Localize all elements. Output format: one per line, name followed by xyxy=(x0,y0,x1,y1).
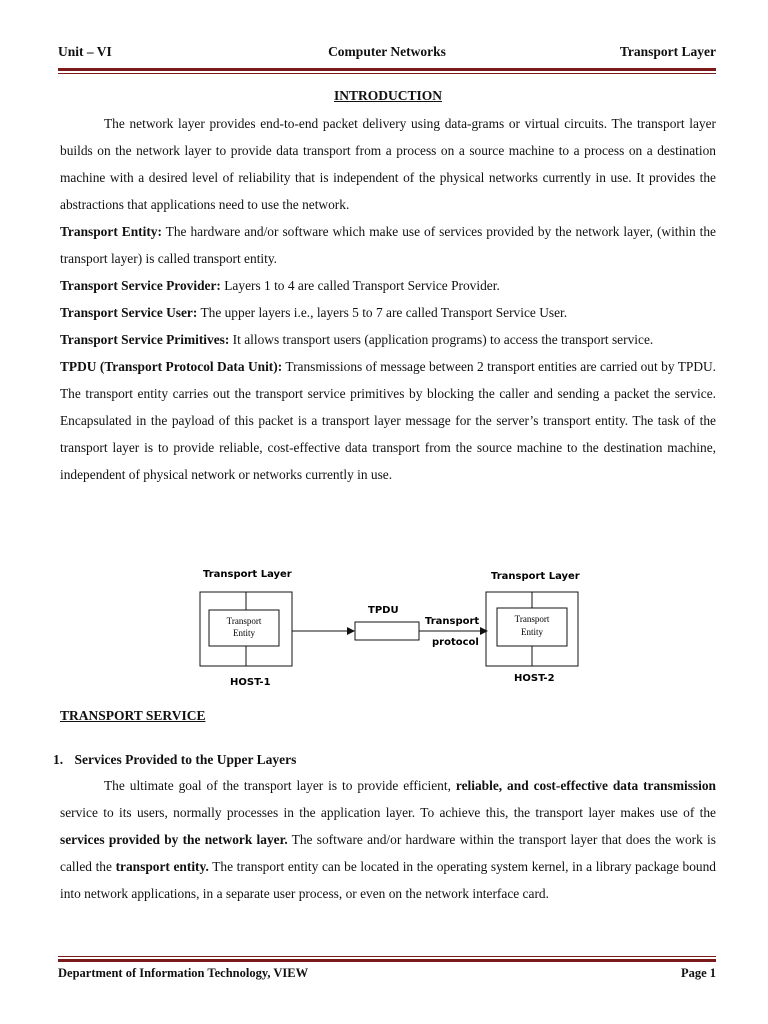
intro-paragraph: The network layer provides end-to-end packet delivery using data-grams or virtual circuits. The transport layer builds on the network layer to provide data transport from a process on a source machine to a process on a destination machine with a desired level of reliability that is independent of the physical networks currently in use. It provides the abstractions that applications need to use the network. xyxy=(60,116,716,212)
text-segment: service to its users, normally processes in the application layer. To achieve this, the transport layer makes use of the xyxy=(60,805,716,820)
footer-rule-thin xyxy=(58,956,716,957)
transport-service-title: TRANSPORT SERVICE xyxy=(60,708,206,723)
protocol-label-line1: Transport xyxy=(425,616,480,627)
introduction-title: INTRODUCTION xyxy=(333,88,442,103)
text-segment: The software and/or hardware within the transport layer that does the work is called the xyxy=(60,832,716,874)
tpdu-box xyxy=(355,622,419,640)
definition-tpdu xyxy=(60,353,716,488)
definition-text: Transmissions of message between 2 transport entities are carried out by TPDU. The transport entity carries out the transport service primitives by blocking the caller and sending a packet the service. Encapsulated in the payload of this packet is a transport layer message for the server’s transport entity. The task of the transport layer is to provide reliable, cost-effective data transport from the source machine to the destination machine, independent of physical network or networks currently in use. xyxy=(60,359,717,482)
text-segment: The transport entity can be located in the operating system kernel, in a library package bound into network applications, in a separate user process, or even on the network interface card. xyxy=(60,859,716,901)
header-chapter: Transport Layer xyxy=(619,44,716,59)
term: Transport Entity: xyxy=(60,224,162,239)
definition-text: Layers 1 to 4 are called Transport Service Provider. xyxy=(220,278,500,293)
tpdu-label: TPDU xyxy=(368,605,399,616)
subsection-number: 1. xyxy=(53,752,64,767)
subsection-text: Services Provided to the Upper Layers xyxy=(74,752,297,767)
definition-text: The upper layers i.e., layers 5 to 7 are called Transport Service User. xyxy=(197,305,568,320)
text-segment: The ultimate goal of the transport layer is to provide efficient, xyxy=(104,778,456,793)
term: Transport Service Primitives: xyxy=(60,332,230,347)
header-rule-thick xyxy=(58,68,716,71)
bold-segment: services provided by the network layer. xyxy=(60,832,288,847)
definition-service-provider xyxy=(60,272,716,299)
left-layer-label: Transport Layer xyxy=(203,569,292,580)
right-layer-label: Transport Layer xyxy=(491,571,580,582)
term: Transport Service User: xyxy=(60,305,198,320)
host1-entity-line1: Transport xyxy=(226,616,262,626)
protocol-label-line2: protocol xyxy=(432,637,479,648)
host2-entity-line1: Transport xyxy=(514,614,550,624)
bold-segment: reliable, and cost-effective data transmission xyxy=(455,778,716,793)
header-unit: Unit – VI xyxy=(58,44,112,59)
transport-layer-diagram xyxy=(195,562,590,692)
definition-service-user xyxy=(60,299,716,326)
services-paragraph xyxy=(60,772,716,907)
term: TPDU (Transport Protocol Data Unit): xyxy=(60,359,283,374)
host1-entity-line2: Entity xyxy=(233,628,255,638)
definition-service-primitives xyxy=(60,326,716,353)
arrow-head-1 xyxy=(347,627,355,635)
subsection-body xyxy=(60,772,716,907)
definition-transport-entity xyxy=(60,218,716,272)
arrow-head-2 xyxy=(480,627,488,635)
footer-rule-thick xyxy=(58,959,716,962)
bold-segment: transport entity. xyxy=(115,859,209,874)
footer-page-number: Page 1 xyxy=(680,966,716,980)
term: Transport Service Provider: xyxy=(60,278,221,293)
definition-text: It allows transport users (application programs) to access the transport service. xyxy=(229,332,654,347)
main-content xyxy=(60,88,716,488)
header-rule-thin xyxy=(58,73,716,74)
host1-label: HOST-1 xyxy=(230,677,271,688)
footer-department: Department of Information Technology, VIEW xyxy=(58,966,309,980)
header-subject: Computer Networks xyxy=(328,44,446,59)
host2-label: HOST-2 xyxy=(514,673,555,684)
page-header xyxy=(58,44,716,64)
definition-text: The hardware and/or software which make use of services provided by the network layer, (within the transport layer) is called transport entity. xyxy=(60,224,716,266)
host2-entity-line2: Entity xyxy=(521,627,543,637)
subsection-title xyxy=(53,752,716,768)
